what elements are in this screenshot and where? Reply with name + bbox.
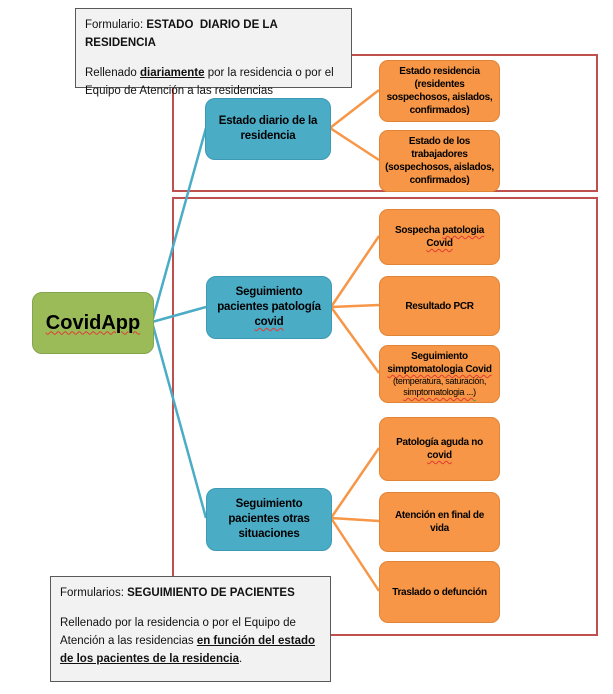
leaf-node-label: Estado residencia (residentes sospechosos, aislados, confirmados) bbox=[386, 66, 493, 116]
leaf-node-label: Atención en final de vida bbox=[394, 510, 484, 534]
leaf-node-seguimiento-simptomatologia bbox=[379, 345, 500, 403]
callout-body: Rellenado diariamente por la residencia o por el Equipo de Atención a las residencias bbox=[85, 67, 334, 97]
branch-node-seguimiento-otras-situaciones bbox=[206, 488, 332, 551]
branch-node-label: Estado diario de la residencia bbox=[218, 115, 318, 142]
connector-branch3-to-leaf-6 bbox=[331, 448, 379, 518]
connector-branch2-to-leaf-5 bbox=[331, 307, 379, 373]
callout-body: Rellenado por la residencia o por el Equipo de Atención a las residencias en función del estado de los pacientes de la residencia. bbox=[60, 617, 316, 665]
leaf-node-sublabel: (temperatura, saturación, simptomatologia ...) bbox=[392, 376, 487, 397]
callout-title: Formulario: ESTADO DIARIO DE LA RESIDENCIA bbox=[85, 19, 281, 49]
connector-root-to-branch-2 bbox=[152, 307, 206, 322]
branch-node-label: Seguimiento pacientes patología covid bbox=[217, 286, 321, 328]
leaf-node-label: Sospecha patologia Covid bbox=[394, 225, 485, 249]
leaf-node-estado-trabajadores bbox=[379, 130, 500, 192]
connector-branch1-to-leaf-2 bbox=[330, 128, 379, 160]
connector-branch2-to-leaf-4 bbox=[331, 305, 379, 307]
connector-branch3-to-leaf-8 bbox=[331, 518, 379, 591]
branch-node-estado-diario bbox=[205, 98, 331, 160]
leaf-node-traslado-o-defuncion bbox=[379, 561, 500, 623]
leaf-node-label: Traslado o defunción bbox=[392, 586, 487, 598]
root-node-covidapp bbox=[32, 292, 154, 354]
callout-title: Formularios: SEGUIMIENTO DE PACIENTES bbox=[60, 587, 295, 599]
leaf-node-resultado-pcr bbox=[379, 276, 500, 336]
leaf-node-label: Estado de los trabajadores (sospechosos, aislados, confirmados) bbox=[385, 136, 494, 186]
leaf-node-sospecha-patologia-covid bbox=[379, 209, 500, 265]
leaf-node-label: Resultado PCR bbox=[405, 300, 474, 312]
connector-root-to-branch-3 bbox=[152, 322, 206, 518]
leaf-node-atencion-final-de-vida bbox=[379, 492, 500, 552]
connector-root-to-branch-1 bbox=[152, 128, 206, 322]
root-node-label: CovidApp bbox=[45, 311, 141, 334]
branch-node-label: Seguimiento pacientes otras situaciones bbox=[228, 498, 310, 540]
callout-formularios-seguimiento-pacientes bbox=[50, 576, 331, 682]
leaf-node-label: Patología aguda no covid bbox=[396, 437, 483, 461]
leaf-node-label: Seguimiento simptomatologia Covid bbox=[387, 351, 492, 375]
callout-formulario-estado-diario bbox=[75, 8, 352, 97]
connector-branch2-to-leaf-3 bbox=[331, 236, 379, 307]
leaf-node-estado-residencia bbox=[379, 60, 500, 122]
branch-node-seguimiento-patologia-covid bbox=[206, 276, 332, 339]
leaf-node-patologia-aguda-no-covid bbox=[379, 417, 500, 481]
connector-branch3-to-leaf-7 bbox=[331, 518, 379, 521]
